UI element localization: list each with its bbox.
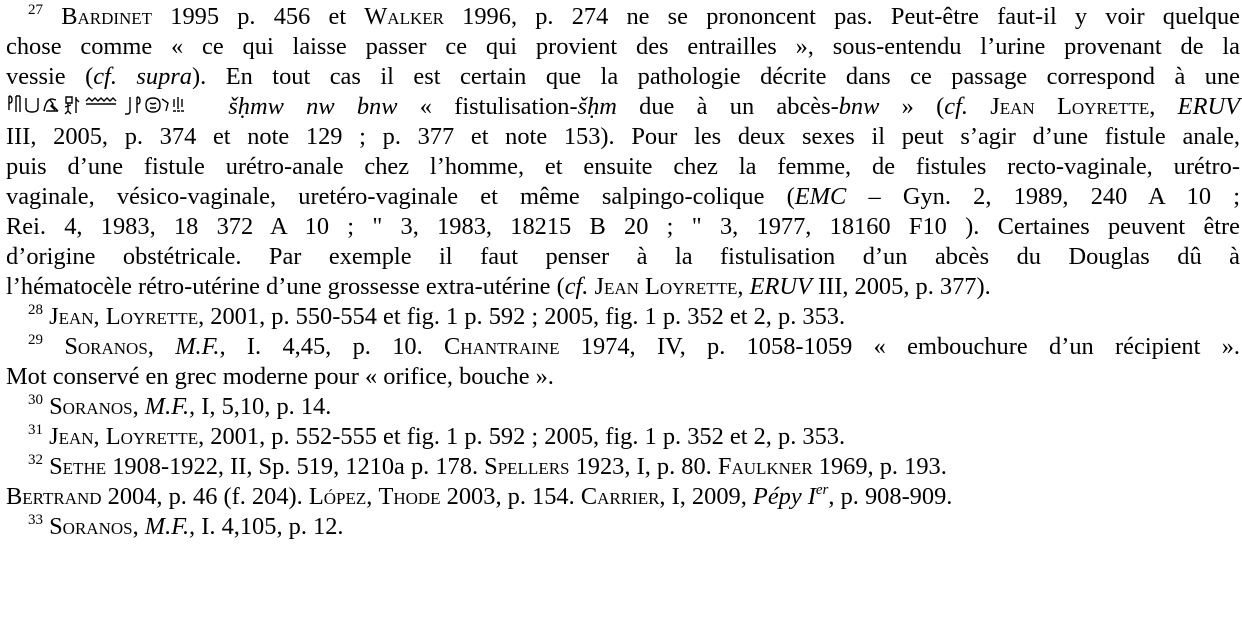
footnote-27-line-5: III, 2005, p. 374 et note 129 ; p. 377 et note 153). Pour les deux sexes il peut s’agir d’une fistule anale, [6,123,1240,150]
footnote-27-line-10: l’hématocèle rétro-utérine d’une grossesse extra-utérine (cf. Jean Loyrette, ERUV III, 2005, p. 377). [6,273,991,300]
footnote-29-line-2: Mot conservé en grec moderne pour « orifice, bouche ». [6,363,554,390]
footnote-number-27: 27 [28,2,43,18]
author-name: Walker [364,3,444,30]
footnote-number-33: 33 [28,512,43,528]
footnote-number-31: 31 [28,422,43,438]
transliteration: šḥmw nw bnw [228,93,398,120]
footnote-number-28: 28 [28,302,43,318]
footnote-30: $^{30}$ Soranos, M.F., I, 5,10, p. 14. [28,392,332,420]
author-name: Bardinet [61,3,153,30]
footnote-31: $^{31}$ Jean, Loyrette, 2001, p. 552-555 et fig. 1 p. 592 ; 2005, fig. 1 p. 352 et 2, p. 353. [28,422,846,450]
footnote-27-line-3: vessie (cf. supra). En tout cas il est certain que la pathologie décrite dans ce passage correspond à une [6,63,1241,90]
hieroglyph-icon [6,93,206,117]
footnote-33: $^{33}$ Soranos, M.F., I. 4,105, p. 12. [28,512,344,540]
footnote-27-line-4: šḥmw nw bnw « fistulisation-šḥm due à un abcès-bnw » (cf. Jean Loyrette, ERUV [6,92,1240,122]
footnote-27-line-2: chose comme « ce qui laisse passer ce qui provient des entrailles », sous-entendu l’urine provenant de la [6,33,1240,60]
footnote-27-line-1: $^{27}$ Bardinet 1995 p. 456 et Walker 1996, p. 274 ne se prononcent pas. Peut-être faut-il y voir quelque [28,2,1240,30]
footnote-28: $^{28}$ Jean, Loyrette, 2001, p. 550-554 et fig. 1 p. 592 ; 2005, fig. 1 p. 352 et 2, p. 353. [28,302,846,330]
footnote-number-32: 32 [28,452,43,468]
author-name: Jean Loyrette [990,93,1150,120]
footnote-number-30: 30 [28,392,43,408]
footnote-32-line-1: $^{32}$ Sethe 1908-1922, II, Sp. 519, 1210a p. 178. Spellers 1923, I, p. 80. Faulkner 1969, p. 193. [28,452,947,480]
footnote-29-line-1: $^{29}$ Soranos, M.F., I. 4,45, p. 10. Chantraine 1974, IV, p. 1058-1059 « embouchure d’un récipient ». [28,332,1240,360]
footnote-27-line-6: puis d’une fistule urétro-anale chez l’homme, et ensuite chez la femme, de fistules recto-vaginale, urétro- [6,153,1240,180]
footnote-32-line-2: Bertrand 2004, p. 46 (f. 204). López, Thode 2003, p. 154. Carrier, I, 2009, Pépy Ier, p. 908-909. [6,482,953,510]
footnote-number-29: 29 [28,332,43,348]
author-name: Jean Loyrette [594,273,738,300]
footnote-27-line-9: d’origine obstétricale. Par exemple il faut penser à la fistulisation d’un abcès du Douglas dû à [6,243,1240,270]
footnote-27-line-8: Rei. 4, 1983, 18 372 A 10 ; " 3, 1983, 18215 B 20 ; " 3, 1977, 18160 F10 ). Certaines peuvent être [6,213,1240,240]
footnote-27-line-7: vaginale, vésico-vaginale, uretéro-vaginale et même salpingo-colique (EMC – Gyn. 2, 1989, 240 A 10 ; [6,183,1240,210]
